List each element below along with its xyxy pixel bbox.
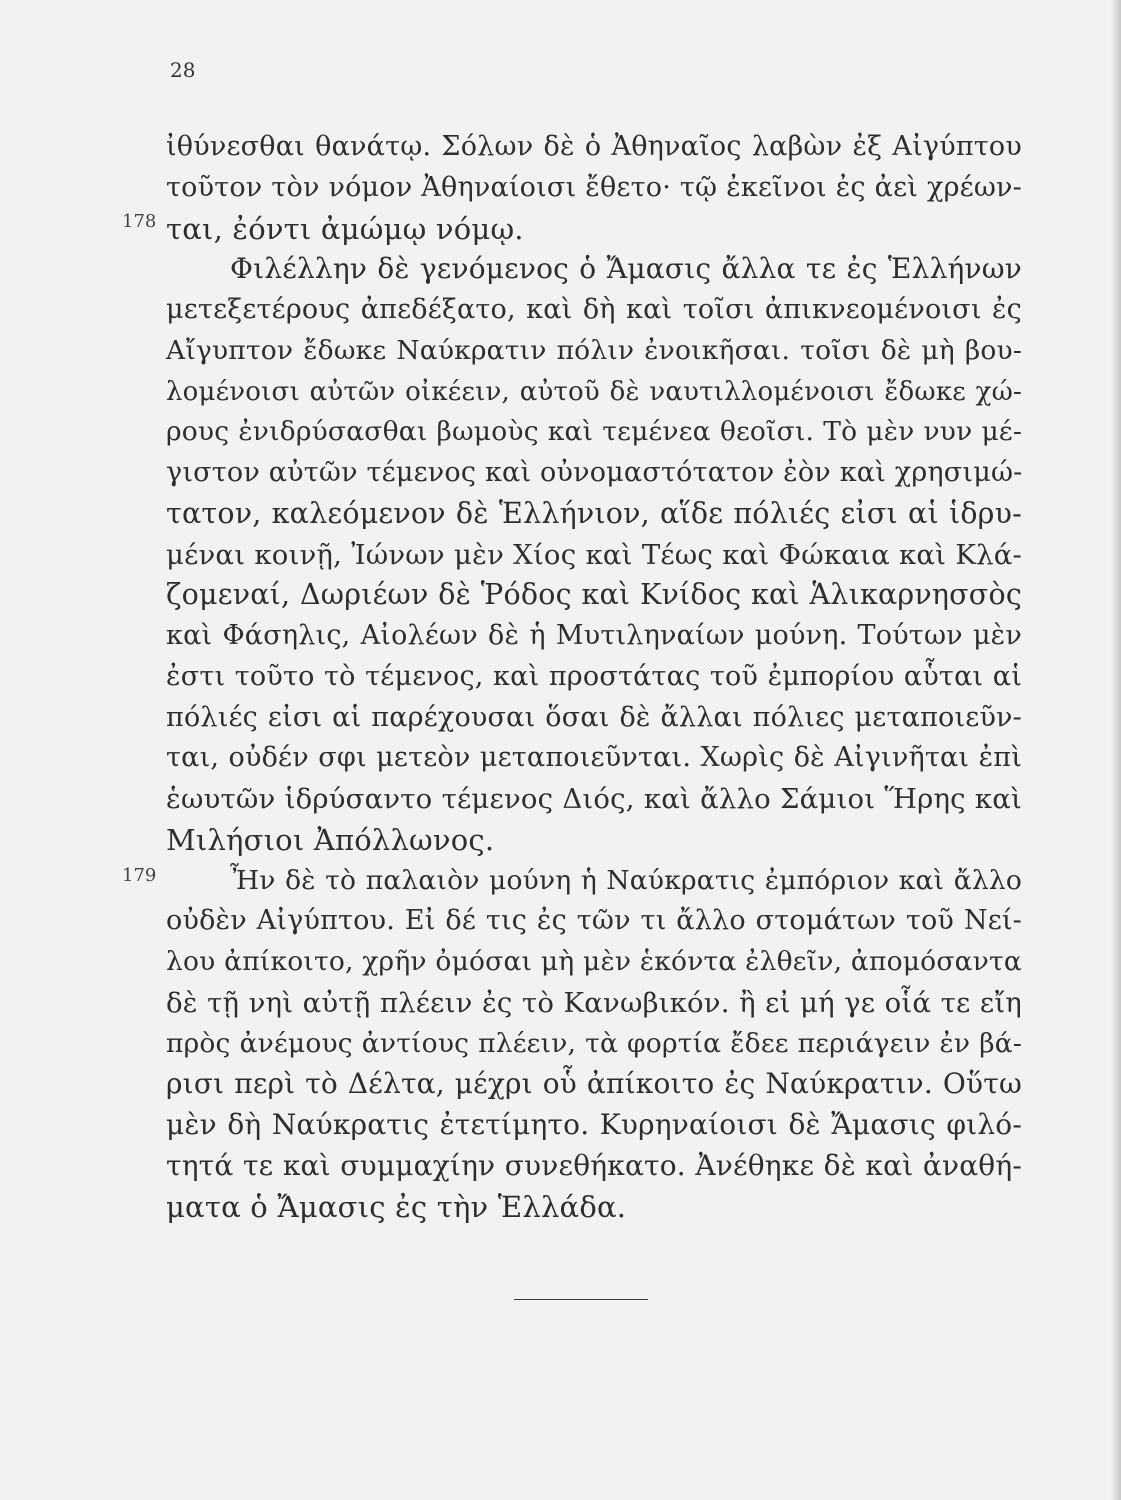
text-line: οὐδὲν Αἰγύπτου. Εἰ δέ τις ἐς τῶν τι ἄλλο στομάτων τοῦ Νεί- (166, 905, 1022, 936)
page-number: 28 (170, 58, 196, 82)
text-line: ται, οὐδέν σφι μετεὸν μεταποιεῦνται. Χωρὶς δὲ Αἰγινῆται ἐπὶ (166, 742, 1022, 773)
end-rule (514, 1299, 648, 1300)
text-line: ματα ὁ Ἄμασις ἐς τὴν Ἑλλάδα. (166, 1190, 627, 1224)
text-line: λου ἀπίκοιτο, χρῆν ὀμόσαι μὴ μὲν ἑκόντα ἐλθεῖν, ἀπομόσαντα (166, 946, 1022, 977)
text-line: πόλιές εἰσι αἱ παρέχουσαι ὅσαι δὲ ἄλλαι πόλιες μεταποιεῦν- (166, 702, 1022, 733)
text-line: ζομεναί, Δωριέων δὲ Ῥόδος καὶ Κνίδος καὶ Ἁλικαρνησσὸς (166, 578, 1022, 611)
text-line: Φιλέλλην δὲ γενόμενος ὁ Ἄμασις ἄλλα τε ἐς Ἑλλήνων (230, 252, 1022, 285)
text-line: πρὸς ἀνέμους ἀντίους πλέειν, τὰ φορτία ἔδεε περιάγειν ἐν βά- (166, 1028, 1022, 1059)
text-line: μετεξετέρους ἀπεδέξατο, καὶ δὴ καὶ τοῖσι ἀπικνεομένοισι ἐς (166, 294, 1022, 325)
text-line: Αἴγυπτον ἔδωκε Ναύκρατιν πόλιν ἐνοικῆσαι. τοῖσι δὲ μὴ βου- (166, 335, 1022, 366)
section-number-179: 179 (122, 865, 157, 886)
text-line: καὶ Φάσηλις, Αἰολέων δὲ ἡ Μυτιληναίων μούνη. Τούτων μὲν (166, 620, 1022, 651)
text-line: ρους ἐνιδρύσασθαι βωμοὺς καὶ τεμένεα θεοῖσι. Τὸ μὲν νυν μέ- (166, 416, 1022, 447)
text-line: τοῦτον τὸν νόμον Ἀθηναίοισι ἔθετο· τῷ ἐκεῖνοι ἐς ἀεὶ χρέων- (166, 172, 1022, 203)
text-line: μὲν δὴ Ναύκρατις ἐτετίμητο. Κυρηναίοισι δὲ Ἄμασις φιλό- (166, 1108, 1022, 1141)
text-line: Ἦν δὲ τὸ παλαιὸν μούνη ἡ Ναύκρατις ἐμπόριον καὶ ἄλλο (230, 865, 1022, 896)
section-number-178: 178 (122, 211, 157, 232)
text-line: ἑωυτῶν ἱδρύσαντο τέμενος Διός, καὶ ἄλλο Σάμιοι Ἥρης καὶ (166, 783, 1022, 815)
text-line: λομένοισι αὐτῶν οἰκέειν, αὐτοῦ δὲ ναυτιλλομένοισι ἔδωκε χώ- (166, 377, 1022, 407)
text-line: γιστον αὐτῶν τέμενος καὶ οὐνομαστότατον ἐὸν καὶ χρησιμώ- (166, 457, 1023, 488)
text-line: ται, ἐόντι ἀμώμῳ νόμῳ. (166, 212, 524, 246)
text-line: τατον, καλεόμενον δὲ Ἑλλήνιον, αἵδε πόλιές εἰσι αἱ ἱδρυ- (166, 497, 1022, 530)
text-line: ἰθύνεσθαι θανάτῳ. Σόλων δὲ ὁ Ἀθηναῖος λαβὼν ἐξ Αἰγύπτου (166, 131, 1022, 162)
text-line: ἐστι τοῦτο τὸ τέμενος, καὶ προστάτας τοῦ ἐμπορίου αὗται αἱ (166, 661, 1022, 692)
text-line: ρισι περὶ τὸ Δέλτα, μέχρι οὗ ἀπίκοιτο ἐς Ναύκρατιν. Οὕτω (166, 1067, 1022, 1100)
page-edge-shadow (1111, 0, 1121, 1500)
text-line: μέναι κοινῇ, Ἰώνων μὲν Χίος καὶ Τέως καὶ Φώκαια καὶ Κλά- (166, 539, 1022, 571)
text-line: δὲ τῇ νηὶ αὐτῇ πλέειν ἐς τὸ Κανωβικόν. ἢ εἰ μή γε οἷά τε εἴη (166, 987, 1022, 1019)
text-line: τητά τε καὶ συμμαχίην συνεθήκατο. Ἀνέθηκε δὲ καὶ ἀναθή- (166, 1149, 1022, 1182)
text-line: Μιλήσιοι Ἀπόλλωνος. (166, 823, 495, 857)
